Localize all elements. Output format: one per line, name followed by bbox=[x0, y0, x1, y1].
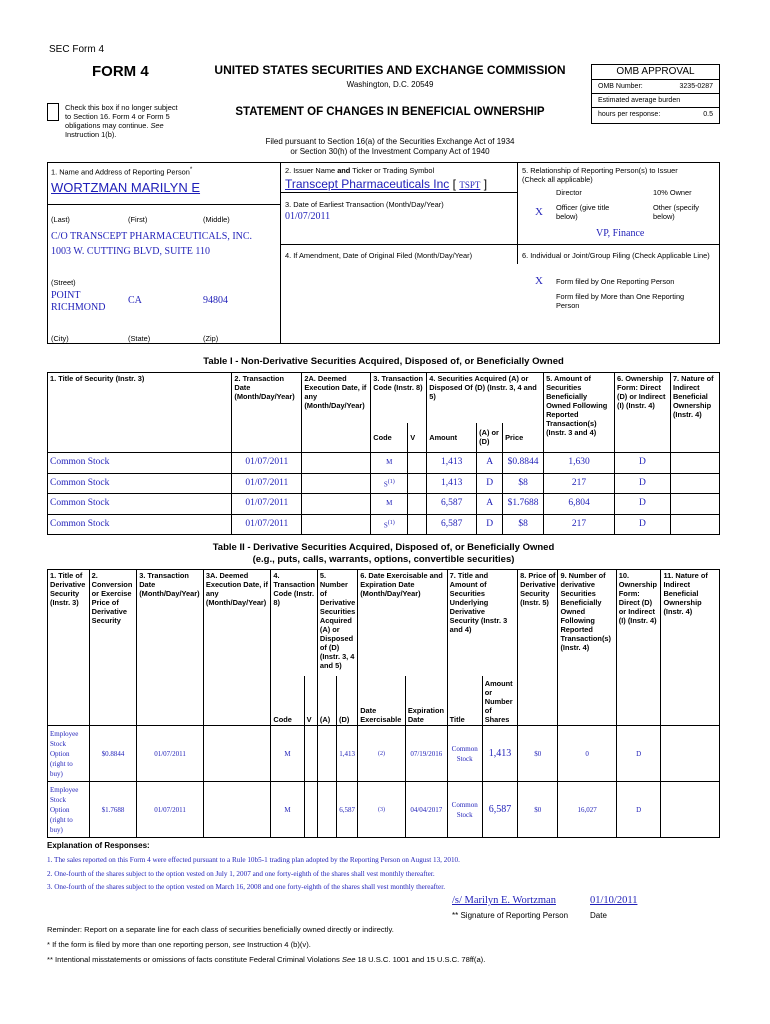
zip-label: (Zip) bbox=[203, 334, 219, 343]
state-label: (State) bbox=[128, 334, 151, 343]
earliest-transaction-date: 01/07/2011 bbox=[285, 211, 331, 222]
t1-cell-deemed bbox=[302, 494, 371, 515]
omb-approval-box bbox=[591, 64, 720, 124]
t2-h-form: 10. Ownership Form: Direct (D) or Indirect (I) (Instr. 4) bbox=[616, 570, 661, 726]
table-row bbox=[48, 782, 720, 838]
t2-cell-nature bbox=[661, 726, 720, 782]
t1-h-deemed: 2A. Deemed Execution Date, if any (Month/Day/Year) bbox=[302, 373, 371, 453]
t1-cell-v bbox=[408, 514, 427, 535]
agency-location: Washington, D.C. 20549 bbox=[346, 80, 434, 89]
t1-cell-price: $8 bbox=[503, 514, 544, 535]
statement-title: STATEMENT OF CHANGES IN BENEFICIAL OWNERSHIP bbox=[235, 106, 545, 118]
omb-burden-label: Estimated average burden bbox=[598, 97, 681, 104]
t2-h-price: 2. Conversion or Exercise Price of Derivative Security bbox=[89, 570, 137, 726]
t2-cell-exercisable: (2) bbox=[358, 726, 406, 782]
t1-cell-ad: A bbox=[477, 453, 503, 474]
footnote-ref: (1) bbox=[387, 519, 395, 526]
ten-percent-owner-option: 10% Owner bbox=[653, 188, 692, 197]
t1-sub-price: Price bbox=[503, 423, 544, 453]
t2-h-nature: 11. Nature of Indirect Beneficial Ownership (Instr. 4) bbox=[661, 570, 720, 726]
table-row bbox=[48, 726, 720, 782]
date-label: Date bbox=[590, 911, 607, 920]
first-label: (First) bbox=[128, 215, 148, 224]
t1-h-title: 1. Title of Security (Instr. 3) bbox=[48, 373, 232, 453]
t2-cell-v bbox=[304, 726, 317, 782]
zip-value: 94804 bbox=[203, 295, 228, 306]
t1-cell-nature bbox=[670, 494, 719, 515]
t2-h-dprice: 8. Price of Derivative Security (Instr. 5) bbox=[518, 570, 558, 726]
t1-cell-title: Common Stock bbox=[48, 514, 232, 535]
t2-sub-expiration: Expiration Date bbox=[405, 676, 447, 726]
t2-sub-v: V bbox=[304, 676, 317, 726]
t1-h-owned: 5. Amount of Securities Beneficially Owned Following Reported Transaction(s) (Instr. 3 and 4) bbox=[544, 373, 615, 453]
t1-cell-amount: 6,587 bbox=[427, 514, 477, 535]
explanation-item: 2. One-fourth of the shares subject to the option vested on July 1, 2007 and one forty-eighth of the shares shall vest monthly thereafter. bbox=[47, 869, 435, 878]
t2-h-owned: 9. Number of derivative Securities Beneficially Owned Following Reported Transaction(s) (Instr. 4) bbox=[558, 570, 616, 726]
state-value: CA bbox=[128, 295, 142, 306]
table2-title: Table II - Derivative Securities Acquired, Disposed of, or Beneficially Owned (e.g., puts, calls, warrants, options, convertible securities) bbox=[212, 542, 555, 565]
t2-cell-dprice: $0 bbox=[518, 782, 558, 838]
t2-cell-d: 6,587 bbox=[337, 782, 358, 838]
t2-cell-title: Employee Stock Option (right to buy) bbox=[48, 726, 90, 782]
t1-cell-title: Common Stock bbox=[48, 473, 232, 494]
address-line2: 1003 W. CUTTING BLVD, SUITE 110 bbox=[51, 246, 210, 257]
t1-cell-code: M bbox=[371, 453, 408, 474]
t2-cell-title: Employee Stock Option (right to buy) bbox=[48, 782, 90, 838]
other-option: Other (specify below) bbox=[653, 203, 700, 221]
box6-label: 6. Individual or Joint/Group Filing (Check Applicable Line) bbox=[522, 251, 710, 260]
t2-cell-expiration: 07/19/2016 bbox=[405, 726, 447, 782]
t2-cell-a bbox=[317, 782, 336, 838]
middle-label: (Middle) bbox=[203, 215, 230, 224]
t2-cell-date: 01/07/2011 bbox=[137, 726, 204, 782]
t1-cell-amount: 1,413 bbox=[427, 473, 477, 494]
t1-cell-owned: 217 bbox=[544, 514, 615, 535]
one-person-option: Form filed by One Reporting Person bbox=[556, 277, 675, 286]
agency-title: UNITED STATES SECURITIES AND EXCHANGE COMMISSION bbox=[214, 63, 566, 77]
t2-cell-code: M bbox=[271, 726, 304, 782]
no-longer-subject-checkbox[interactable] bbox=[47, 103, 59, 121]
t2-sub-code: Code bbox=[271, 676, 304, 726]
box4-label: 4. If Amendment, Date of Original Filed (Month/Day/Year) bbox=[285, 251, 473, 260]
table1-title: Table I - Non-Derivative Securities Acquired, Disposed of, or Beneficially Owned bbox=[203, 356, 564, 367]
t2-sub-title: Title bbox=[447, 676, 482, 726]
explanation-item: 3. One-fourth of the shares subject to the option vested on March 16, 2008 and one forty-eighth of the shares shall vest monthly thereafter. bbox=[47, 883, 446, 891]
t1-cell-form: D bbox=[615, 514, 671, 535]
omb-hours-label: hours per response: bbox=[598, 111, 661, 118]
omb-title: OMB APPROVAL bbox=[592, 65, 719, 80]
address-line1: C/O TRANSCEPT PHARMACEUTICALS, INC. bbox=[51, 231, 253, 242]
last-label: (Last) bbox=[51, 215, 70, 224]
t2-sub-d: (D) bbox=[337, 676, 358, 726]
t2-cell-exercisable: (3) bbox=[358, 782, 406, 838]
t1-sub-ad: (A) or (D) bbox=[477, 423, 503, 453]
t2-cell-expiration: 04/04/2017 bbox=[405, 782, 447, 838]
t1-h-form: 6. Ownership Form: Direct (D) or Indirect (I) (Instr. 4) bbox=[615, 373, 671, 453]
t1-cell-price: $1.7688 bbox=[503, 494, 544, 515]
table2 bbox=[47, 569, 720, 838]
t1-cell-v bbox=[408, 473, 427, 494]
t2-cell-d: 1,413 bbox=[337, 726, 358, 782]
t1-cell-title: Common Stock bbox=[48, 494, 232, 515]
box3-label: 3. Date of Earliest Transaction (Month/Day/Year) bbox=[285, 200, 444, 209]
omb-number-label: OMB Number: bbox=[598, 83, 643, 90]
street-label: (Street) bbox=[51, 278, 76, 287]
t1-cell-ad: D bbox=[477, 514, 503, 535]
t1-cell-price: $8 bbox=[503, 473, 544, 494]
filed-pursuant: Filed pursuant to Section 16(a) of the Securities Exchange Act of 1934 or Section 30(h) of the Investment Company Act of 1940 bbox=[265, 137, 515, 156]
t1-cell-code: $S^{(1)}$ bbox=[371, 473, 408, 494]
city-value: POINT RICHMOND bbox=[51, 290, 106, 313]
t1-sub-code: Code bbox=[371, 423, 408, 453]
t2-cell-date: 01/07/2011 bbox=[137, 782, 204, 838]
t1-cell-code: $S^{(1)}$ bbox=[371, 514, 408, 535]
signature-label: ** Signature of Reporting Person bbox=[452, 911, 569, 920]
t2-cell-code: M bbox=[271, 782, 304, 838]
t1-cell-date: 01/07/2011 bbox=[232, 453, 302, 474]
t1-cell-owned: 1,630 bbox=[544, 453, 615, 474]
explanation-item: 1. The sales reported on this Form 4 were effected pursuant to a Rule 10b5-1 trading plan adopted by the Reporting Person on August 13, 2010. bbox=[47, 856, 460, 864]
table-row bbox=[48, 494, 720, 515]
table-row bbox=[48, 453, 720, 474]
omb-hours-value: 0.5 bbox=[703, 111, 713, 118]
t1-sub-amount: Amount bbox=[427, 423, 477, 453]
ticker-symbol[interactable]: TSPT bbox=[459, 180, 481, 190]
t2-sub-amount: Amount or Number of Shares bbox=[482, 676, 517, 726]
explanation-title: Explanation of Responses: bbox=[47, 841, 150, 850]
t2-cell-owned: 0 bbox=[558, 726, 616, 782]
box2-label: 2. Issuer Name and Ticker or Trading Symbol bbox=[285, 166, 435, 175]
footnote-violations: ** Intentional misstatements or omissions of facts constitute Federal Criminal Violations See 18 U.S.C. 1001 and 15 U.S.C. 78ff(a). bbox=[47, 955, 486, 964]
t1-cell-deemed bbox=[302, 514, 371, 535]
t1-cell-code: M bbox=[371, 494, 408, 515]
t1-cell-nature bbox=[670, 473, 719, 494]
t1-cell-form: D bbox=[615, 473, 671, 494]
t1-cell-v bbox=[408, 494, 427, 515]
issuer-name: Transcept Pharmaceuticals Inc [ TSPT ] bbox=[285, 177, 488, 191]
t2-cell-und-amount: 6,587 bbox=[482, 782, 517, 838]
t1-cell-form: D bbox=[615, 453, 671, 474]
reporting-person-name[interactable]: WORTZMAN MARILYN E bbox=[51, 180, 201, 195]
t2-cell-a bbox=[317, 726, 336, 782]
signature-date: 01/10/2011 bbox=[590, 895, 638, 906]
t1-cell-amount: 1,413 bbox=[427, 453, 477, 474]
table1 bbox=[47, 372, 720, 535]
t1-h-code: 3. Transaction Code (Instr. 8) bbox=[371, 373, 427, 423]
t2-cell-owned: 16,027 bbox=[558, 782, 616, 838]
t1-cell-price: $0.8844 bbox=[503, 453, 544, 474]
footnote-ref: (1) bbox=[387, 478, 395, 485]
t1-h-nature: 7. Nature of Indirect Beneficial Ownership (Instr. 4) bbox=[670, 373, 719, 453]
t1-cell-deemed bbox=[302, 453, 371, 474]
box5-label: 5. Relationship of Reporting Person(s) to Issuer (Check all applicable) bbox=[522, 166, 678, 184]
box1-label: 1. Name and Address of Reporting Person* bbox=[51, 166, 193, 177]
t1-cell-date: 01/07/2011 bbox=[232, 494, 302, 515]
t2-cell-und-amount: 1,413 bbox=[482, 726, 517, 782]
t2-cell-deemed bbox=[203, 726, 271, 782]
t1-h-acquired: 4. Securities Acquired (A) or Disposed Of (D) (Instr. 3, 4 and 5) bbox=[427, 373, 544, 423]
t1-sub-v: V bbox=[408, 423, 427, 453]
form-title: FORM 4 bbox=[92, 63, 149, 80]
officer-mark: X bbox=[535, 206, 543, 218]
t2-cell-form: D bbox=[616, 726, 661, 782]
t1-cell-ad: D bbox=[477, 473, 503, 494]
t1-cell-v bbox=[408, 453, 427, 474]
t1-cell-ad: A bbox=[477, 494, 503, 515]
t1-cell-owned: 217 bbox=[544, 473, 615, 494]
t1-cell-amount: 6,587 bbox=[427, 494, 477, 515]
t2-cell-deemed bbox=[203, 782, 271, 838]
t2-sub-a: (A) bbox=[317, 676, 336, 726]
t2-h-exercisable: 6. Date Exercisable and Expiration Date (Month/Day/Year) bbox=[358, 570, 447, 676]
t2-cell-price: $0.8844 bbox=[89, 726, 137, 782]
t2-cell-price: $1.7688 bbox=[89, 782, 137, 838]
t2-cell-v bbox=[304, 782, 317, 838]
t2-h-title: 1. Title of Derivative Security (Instr. 3) bbox=[48, 570, 90, 726]
signature-name: /s/ Marilyn E. Wortzman bbox=[452, 895, 556, 906]
table-row bbox=[48, 473, 720, 494]
t2-cell-nature bbox=[661, 782, 720, 838]
table-row bbox=[48, 514, 720, 535]
t1-cell-owned: 6,804 bbox=[544, 494, 615, 515]
t1-cell-nature bbox=[670, 453, 719, 474]
t2-h-deemed: 3A. Deemed Execution Date, if any (Month/Day/Year) bbox=[203, 570, 271, 726]
t2-h-underlying: 7. Title and Amount of Securities Underlying Derivative Security (Instr. 3 and 4) bbox=[447, 570, 517, 676]
officer-option: Officer (give title below) bbox=[556, 203, 610, 221]
t1-cell-form: D bbox=[615, 494, 671, 515]
t2-sub-exercisable: Date Exercisable bbox=[358, 676, 406, 726]
footnote-joint-filing: * If the form is filed by more than one reporting person, see Instruction 4 (b)(v). bbox=[47, 940, 311, 949]
t1-h-date: 2. Transaction Date (Month/Day/Year) bbox=[232, 373, 302, 453]
t2-cell-und-title: Common Stock bbox=[447, 782, 482, 838]
director-option: Director bbox=[556, 188, 582, 197]
t1-cell-nature bbox=[670, 514, 719, 535]
t2-h-date: 3. Transaction Date (Month/Day/Year) bbox=[137, 570, 204, 726]
filing-mark: X bbox=[535, 275, 543, 287]
t2-h-number: 5. Number of Derivative Securities Acquired (A) or Disposed of (D) (Instr. 3, 4 and 5) bbox=[317, 570, 357, 676]
t2-cell-und-title: Common Stock bbox=[447, 726, 482, 782]
officer-title: VP, Finance bbox=[596, 228, 645, 239]
sec-form-label: SEC Form 4 bbox=[49, 44, 105, 55]
reminder-text: Reminder: Report on a separate line for each class of securities beneficially owned directly or indirectly. bbox=[47, 925, 394, 934]
omb-number-value: 3235-0287 bbox=[679, 83, 713, 90]
city-label: (City) bbox=[51, 334, 69, 343]
t1-cell-date: 01/07/2011 bbox=[232, 473, 302, 494]
t1-cell-deemed bbox=[302, 473, 371, 494]
t2-cell-dprice: $0 bbox=[518, 726, 558, 782]
explanation-list bbox=[47, 854, 720, 895]
more-persons-option: Form filed by More than One Reporting Person bbox=[556, 292, 685, 310]
checkbox-instruction: Check this box if no longer subject to Section 16. Form 4 or Form 5 obligations may continue. See Instruction 1(b). bbox=[65, 103, 178, 139]
t2-h-code: 4. Transaction Code (Instr. 8) bbox=[271, 570, 317, 676]
t2-cell-form: D bbox=[616, 782, 661, 838]
t1-cell-title: Common Stock bbox=[48, 453, 232, 474]
t1-cell-date: 01/07/2011 bbox=[232, 514, 302, 535]
